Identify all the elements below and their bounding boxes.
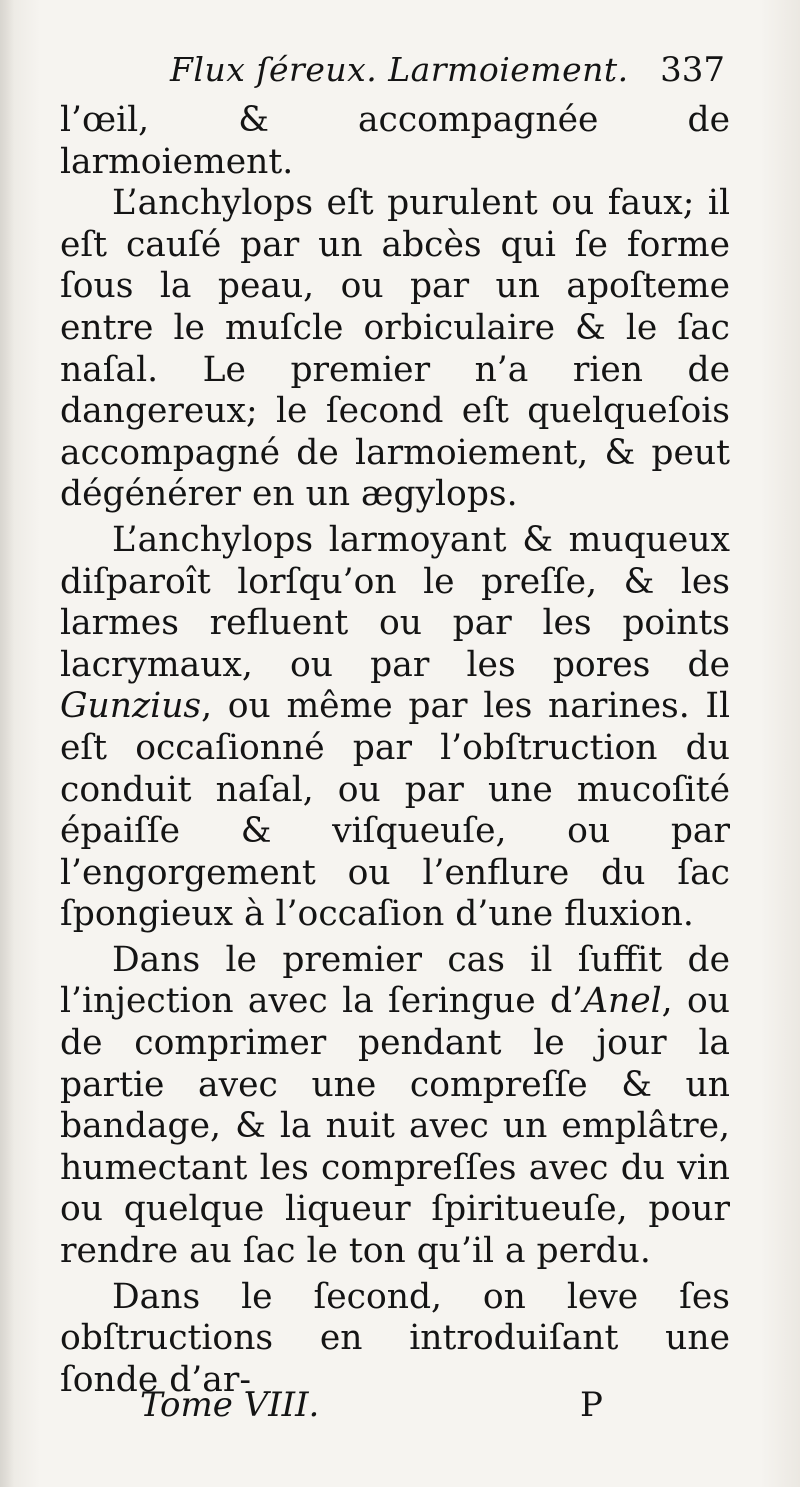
page-footer [60,1385,730,1433]
paragraph-anchylops-mucous [60,520,730,936]
signature-mark: P [580,1385,603,1425]
page-number: 337 [660,50,725,90]
body-text [60,100,730,1401]
volume-label: Tome VIII. [140,1385,320,1425]
proper-name-gunzius: Gunzius [60,686,202,727]
paragraph-continuation: l’œil, & accompagnée de larmoiement. [60,100,730,182]
paragraph-first-case [60,940,730,1273]
paragraph-second-case: Dans le ſecond, on leve ſes obſtructions en introduiſant une ſonde d’ar- [60,1276,730,1400]
paragraph-text: , ou même par les narines. Il eſt occaſionné par l’obſtruction du conduit naſal, ou par une mucoſité épaiſſe & viſqueuſe, ou par l’engorgement ou l’enflure du ſac ſpongieux à l’occaſion d’une fluxion. [60,686,730,935]
paragraph-text: , ou de comprimer pendant le jour la partie avec une compreſſe & un bandage, & la nuit avec un emplâtre, humectant les compreſſes avec du vin ou quelque liqueur ſpiritueuſe, pour rendre au ſac le ton qu’il a perdu. [60,981,730,1272]
page-header [60,46,725,102]
running-head: Flux ſéreux. Larmoiement. [170,50,629,89]
proper-name-anel: Anel [583,981,662,1022]
paragraph-text: Dans le premier cas il ſuffit de l’injection avec la ſeringue d’ [60,939,730,1022]
page-gutter-shadow [0,0,14,1487]
paragraph-anchylops-types: L’anchylops eſt purulent ou faux; il eſt cauſé par un abcès qui ſe forme ſous la peau, ou par un apoſteme entre le muſcle orbiculaire & le ſac naſal. Le premier n’a rien de dangereux; le ſecond eſt quelqueſois accompagné de larmoiement, & peut dégénérer en un ægylops. [60,183,730,515]
paragraph-text: L’anchylops larmoyant & muqueux diſparoît lorſqu’on le preſſe, & les larmes refluent ou par les points lacrymaux, ou par les pores de [60,519,730,685]
